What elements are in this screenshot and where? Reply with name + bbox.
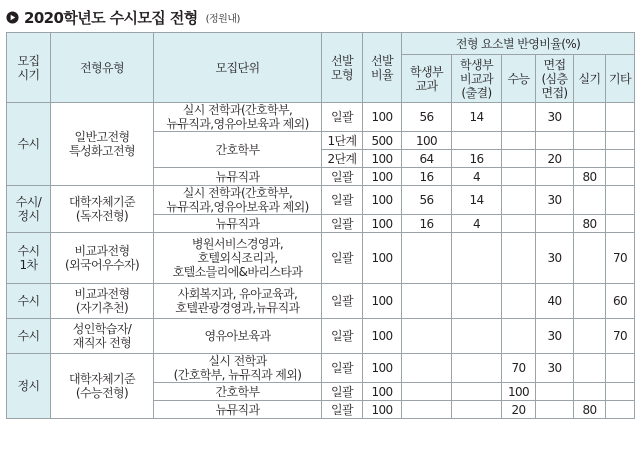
cell-suneung: [502, 150, 536, 168]
cell-gyogwa: 16: [402, 215, 452, 233]
cell-myeonjeop: [536, 168, 574, 186]
cell-bigyogwa: 4: [452, 168, 502, 186]
cell-silgi: [574, 233, 606, 284]
cell-gita: [606, 354, 635, 383]
cell-model: 일괄: [322, 168, 363, 186]
header-other: 기타: [606, 55, 635, 103]
cell-gita: [606, 150, 635, 168]
cell-type: 대학자체기준 (수능전형): [51, 354, 154, 419]
cell-myeonjeop: 30: [536, 186, 574, 215]
title-text: 2020학년도 수시모집 전형: [24, 8, 198, 27]
cell-gyogwa: [402, 284, 452, 319]
cell-type: 대학자체기준 (독자전형): [51, 186, 154, 233]
cell-type: 성인학습자/ 재직자 전형: [51, 319, 154, 354]
cell-ratio: 100: [363, 233, 402, 284]
title-subtitle: (정원내): [205, 13, 240, 25]
cell-gyogwa: 16: [402, 168, 452, 186]
cell-silgi: [574, 284, 606, 319]
cell-ratio: 100: [363, 284, 402, 319]
cell-gita: 70: [606, 319, 635, 354]
cell-ratio: 100: [363, 319, 402, 354]
cell-gyogwa: 56: [402, 186, 452, 215]
cell-suneung: [502, 168, 536, 186]
cell-ratio: 100: [363, 401, 402, 419]
header-interview: 면접 (심층 면접): [536, 55, 574, 103]
cell-ratio: 100: [363, 354, 402, 383]
cell-bigyogwa: [452, 383, 502, 401]
cell-suneung: [502, 233, 536, 284]
cell-suneung: [502, 132, 536, 150]
cell-gita: [606, 132, 635, 150]
cell-silgi: 80: [574, 401, 606, 419]
cell-bigyogwa: [452, 132, 502, 150]
cell-suneung: [502, 215, 536, 233]
cell-bigyogwa: 14: [452, 103, 502, 132]
table-row: [7, 103, 635, 132]
cell-period: 수시: [7, 284, 51, 319]
cell-gyogwa: [402, 233, 452, 284]
cell-suneung: 20: [502, 401, 536, 419]
cell-gita: [606, 168, 635, 186]
header-period: 모집 시기: [7, 33, 51, 103]
cell-unit: 실시 전학과 (간호학부, 뉴뮤직과 제외): [154, 354, 322, 383]
cell-type: 일반고전형 특성화고전형: [51, 103, 154, 186]
cell-ratio: 100: [363, 168, 402, 186]
cell-gyogwa: [402, 319, 452, 354]
header-school-subject: 학생부 교과: [402, 55, 452, 103]
cell-gita: [606, 215, 635, 233]
cell-unit: 병원서비스경영과, 호텔외식조리과, 호텔소믈리에&바리스타과: [154, 233, 322, 284]
cell-period: 정시: [7, 354, 51, 419]
cell-bigyogwa: 14: [452, 186, 502, 215]
header-school-nonsubject: 학생부 비교과 (출결): [452, 55, 502, 103]
cell-ratio: 100: [363, 186, 402, 215]
cell-bigyogwa: [452, 233, 502, 284]
cell-unit: 간호학부: [154, 383, 322, 401]
cell-period: 수시 1차: [7, 233, 51, 284]
cell-myeonjeop: 20: [536, 150, 574, 168]
cell-unit: 간호학부: [154, 132, 322, 168]
cell-model: 일괄: [322, 284, 363, 319]
admission-table: [6, 32, 635, 419]
cell-unit: 뉴뮤직과: [154, 401, 322, 419]
cell-suneung: [502, 319, 536, 354]
header-selection-ratio: 선발 비율: [363, 33, 402, 103]
cell-myeonjeop: [536, 383, 574, 401]
cell-ratio: 100: [363, 150, 402, 168]
cell-unit: 뉴뮤직과: [154, 168, 322, 186]
circle-arrow-icon: [6, 11, 19, 24]
cell-myeonjeop: 30: [536, 233, 574, 284]
cell-silgi: [574, 103, 606, 132]
cell-bigyogwa: [452, 354, 502, 383]
table-row: [7, 319, 635, 354]
cell-suneung: [502, 186, 536, 215]
cell-model: 2단계: [322, 150, 363, 168]
cell-type: 비교과전형 (외국어우수자): [51, 233, 154, 284]
cell-gita: [606, 401, 635, 419]
cell-gyogwa: [402, 383, 452, 401]
cell-suneung: 70: [502, 354, 536, 383]
header-reflection-group: 전형 요소별 반영비율(%): [402, 33, 635, 55]
cell-gita: [606, 383, 635, 401]
cell-model: 일괄: [322, 383, 363, 401]
cell-gita: 70: [606, 233, 635, 284]
cell-period: 수시: [7, 103, 51, 186]
cell-period: 수시: [7, 319, 51, 354]
cell-ratio: 100: [363, 215, 402, 233]
cell-gyogwa: [402, 354, 452, 383]
cell-bigyogwa: [452, 401, 502, 419]
cell-silgi: [574, 354, 606, 383]
cell-period: 수시/ 정시: [7, 186, 51, 233]
cell-silgi: [574, 132, 606, 150]
table-row: [7, 233, 635, 284]
cell-myeonjeop: 30: [536, 354, 574, 383]
cell-model: 일괄: [322, 319, 363, 354]
cell-unit: 실시 전학과(간호학부, 뉴뮤직과,영유아보육과 제외): [154, 103, 322, 132]
cell-model: 일괄: [322, 401, 363, 419]
cell-suneung: 100: [502, 383, 536, 401]
cell-myeonjeop: 30: [536, 103, 574, 132]
cell-bigyogwa: 16: [452, 150, 502, 168]
cell-ratio: 100: [363, 383, 402, 401]
cell-unit: 실시 전학과(간호학부, 뉴뮤직과,영유아보육과 제외): [154, 186, 322, 215]
cell-bigyogwa: [452, 284, 502, 319]
cell-ratio: 100: [363, 103, 402, 132]
cell-unit: 사회복지과, 유아교육과, 호텔관광경영과,뉴뮤직과: [154, 284, 322, 319]
cell-silgi: [574, 150, 606, 168]
header-csat: 수능: [502, 55, 536, 103]
table-row: [7, 354, 635, 383]
cell-gita: [606, 186, 635, 215]
cell-gyogwa: 56: [402, 103, 452, 132]
cell-unit: 영유아보육과: [154, 319, 322, 354]
cell-gyogwa: 100: [402, 132, 452, 150]
cell-model: 일괄: [322, 215, 363, 233]
table-row: [7, 284, 635, 319]
cell-silgi: [574, 383, 606, 401]
header-selection-model: 선발 모형: [322, 33, 363, 103]
header-practical: 실기: [574, 55, 606, 103]
cell-suneung: [502, 284, 536, 319]
cell-model: 일괄: [322, 186, 363, 215]
cell-myeonjeop: [536, 132, 574, 150]
cell-ratio: 500: [363, 132, 402, 150]
header-type: 전형유형: [51, 33, 154, 103]
cell-silgi: [574, 186, 606, 215]
cell-type: 비교과전형 (자기추천): [51, 284, 154, 319]
cell-gita: [606, 103, 635, 132]
cell-silgi: [574, 319, 606, 354]
cell-model: 일괄: [322, 103, 363, 132]
cell-myeonjeop: 30: [536, 319, 574, 354]
header-unit: 모집단위: [154, 33, 322, 103]
cell-silgi: 80: [574, 168, 606, 186]
cell-bigyogwa: 4: [452, 215, 502, 233]
table-row: [7, 186, 635, 215]
page-title: [6, 4, 240, 30]
cell-myeonjeop: [536, 401, 574, 419]
cell-gita: 60: [606, 284, 635, 319]
cell-myeonjeop: [536, 215, 574, 233]
cell-myeonjeop: 40: [536, 284, 574, 319]
cell-silgi: 80: [574, 215, 606, 233]
cell-suneung: [502, 103, 536, 132]
cell-model: 일괄: [322, 233, 363, 284]
cell-unit: 뉴뮤직과: [154, 215, 322, 233]
cell-model: 1단계: [322, 132, 363, 150]
cell-bigyogwa: [452, 319, 502, 354]
cell-model: 일괄: [322, 354, 363, 383]
cell-gyogwa: 64: [402, 150, 452, 168]
cell-gyogwa: [402, 401, 452, 419]
